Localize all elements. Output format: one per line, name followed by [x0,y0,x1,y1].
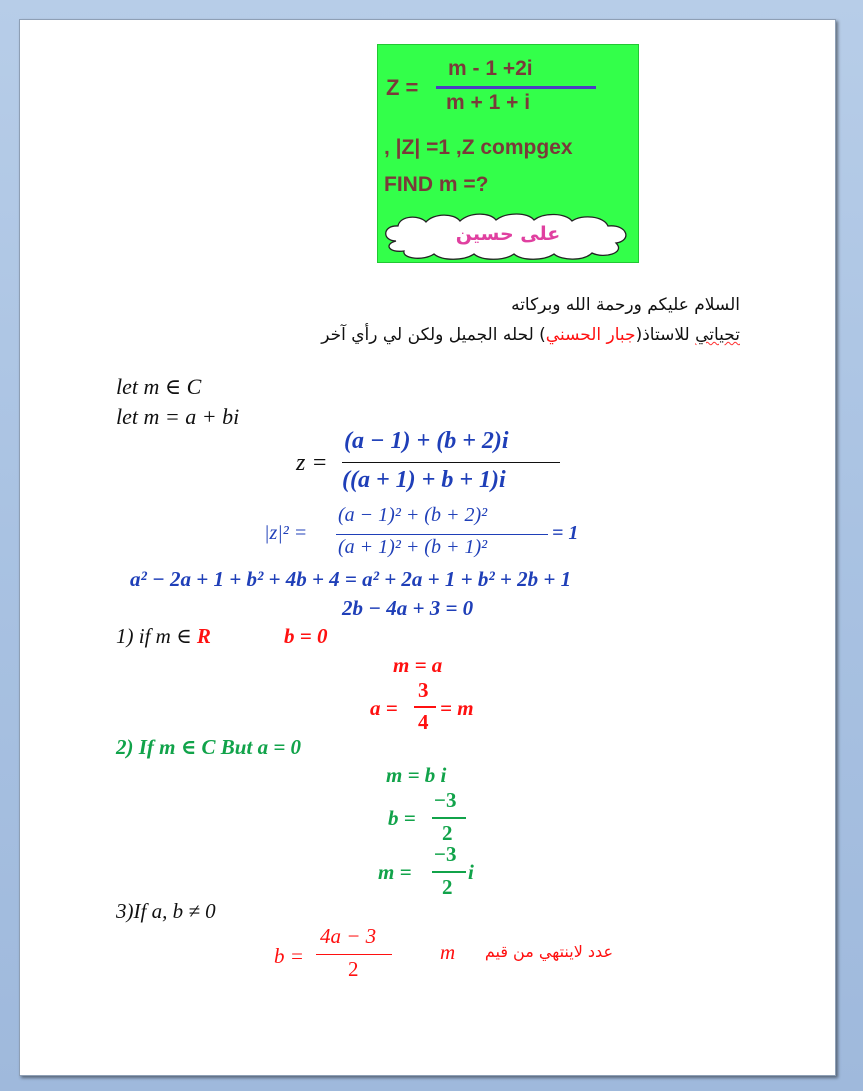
case2-m-equals-bi: m = b i [386,763,447,787]
mod-numerator: (a − 1)² + (b + 2)² [338,504,488,526]
problem-box [377,44,639,263]
z-numerator: (a − 1) + (b + 2)i [344,428,509,454]
greeting-line-1: السلام عليكم ورحمة الله وبركاته [511,295,740,315]
case2-m-imaginary-unit: i [468,860,474,884]
let-m-equals: let m = a + bi [116,404,240,429]
z-fraction-bar [342,462,560,463]
mod-rhs: = 1 [552,522,579,544]
z-label: Z = [386,75,419,100]
case1-fraction-bar [414,706,436,708]
case1-a-lhs: a = [370,696,398,720]
box-author: على حسين [455,223,561,245]
greeting-rest: ) لحله الجميل ولكن لي رأي آخر [321,325,546,345]
case2-b-lhs: b = [388,806,416,830]
z-denominator: ((a + 1) + b + 1)i [342,467,506,493]
case2-m-numerator: −3 [434,842,457,866]
box-question: FIND m =? [384,173,489,196]
case3-label: 3)If a, b ≠ 0 [116,899,216,923]
document-page [19,19,836,1076]
case1-condition: b = 0 [284,624,328,648]
greeting-to-teacher: للاستاذ( [635,325,690,345]
mod-fraction-bar [336,534,548,535]
case3-note: عدد لاينتهي من قيم [484,942,613,961]
greeting-line-2 [321,325,740,345]
box-denominator: m + 1 + i [446,91,531,114]
case1-a-numerator: 3 [418,678,429,702]
case2-label: 2) If m ∈ C But a = 0 [116,735,302,759]
case2-b-denominator: 2 [442,821,453,845]
case3-numerator: 4a − 3 [320,924,377,948]
case3-b-lhs: b = [274,944,304,968]
case1-a-denominator: 4 [418,710,429,734]
linear-equation: 2b − 4a + 3 = 0 [342,596,474,620]
case1-label [116,624,211,649]
let-m-in-c: let m ∈ C [116,374,202,399]
case2-b-numerator: −3 [434,788,457,812]
greeting-word-thanks: تحياتي [695,325,740,345]
box-fraction-bar [436,86,596,89]
case3-fraction-bar [316,954,392,955]
box-condition: , |Z| =1 ,Z compgex [384,136,573,159]
expanded-equation: a² − 2a + 1 + b² + 4b + 4 = a² + 2a + 1 + b² + 2b + 1 [130,567,572,591]
box-numerator: m - 1 +2i [448,57,533,80]
case1-m-equals-a: m = a [393,653,443,677]
case2-m-fraction-bar [432,871,466,873]
case3-denominator: 2 [348,957,359,981]
case1-a-rhs: = m [440,696,474,720]
case1-real-set: R [196,624,211,648]
teacher-name: جبار الحسني [545,325,636,345]
mod-lhs: |z|² = [264,522,308,544]
case1-label-text: 1) if m ∈ [116,624,192,648]
mod-denominator: (a + 1)² + (b + 1)² [338,536,488,558]
z-equals: z = [296,450,328,476]
case2-m-lhs: m = [378,860,412,884]
case2-b-fraction-bar [432,817,466,819]
case3-m: m [440,940,456,964]
case2-m-denominator: 2 [442,875,453,899]
